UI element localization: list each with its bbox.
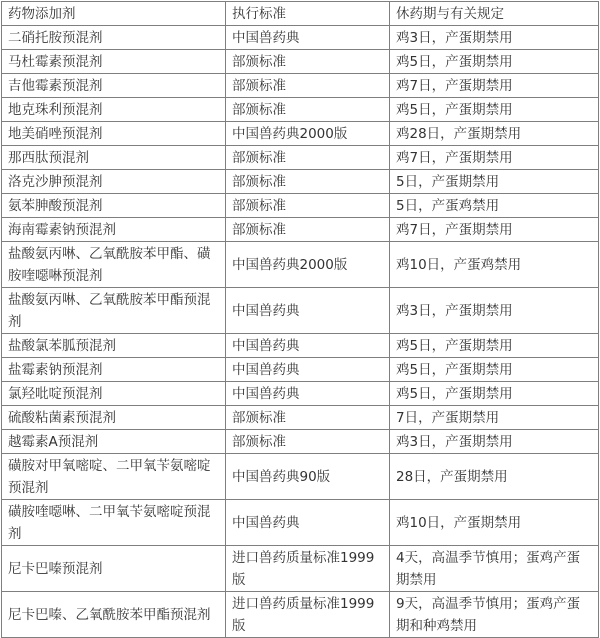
table-row: [2, 382, 599, 406]
withdrawal-cell: 5日，产蛋期禁用: [390, 170, 599, 194]
standard-cell: 部颁标准: [226, 194, 390, 218]
table-row: [2, 146, 599, 170]
table-row: [2, 358, 599, 382]
drug-cell: 盐酸氨丙啉、乙氧酰胺苯甲酯预混剂: [2, 288, 226, 334]
standard-cell: 中国兽药典: [226, 334, 390, 358]
withdrawal-cell: 鸡10日，产蛋期禁用: [390, 500, 599, 546]
withdrawal-cell: 鸡7日，产蛋期禁用: [390, 146, 599, 170]
drug-cell: 盐霉素钠预混剂: [2, 358, 226, 382]
drug-cell: 磺胺喹噁啉、二甲氧苄氨嘧啶预混剂: [2, 500, 226, 546]
standard-cell: 中国兽药典: [226, 26, 390, 50]
drug-cell: 海南霉素钠预混剂: [2, 218, 226, 242]
header-row: [2, 2, 599, 26]
withdrawal-cell: 鸡10日，产蛋鸡禁用: [390, 242, 599, 288]
withdrawal-cell: 鸡5日，产蛋期禁用: [390, 358, 599, 382]
withdrawal-cell: 鸡3日，产蛋期禁用: [390, 430, 599, 454]
drug-cell: 盐酸氨丙啉、乙氧酰胺苯甲酯、磺胺喹噁啉预混剂: [2, 242, 226, 288]
withdrawal-cell: 鸡5日，产蛋期禁用: [390, 334, 599, 358]
drug-cell: 氨苯胂酸预混剂: [2, 194, 226, 218]
table-row: [2, 26, 599, 50]
table-row: [2, 122, 599, 146]
standard-cell: 部颁标准: [226, 170, 390, 194]
standard-cell: 中国兽药典2000版: [226, 122, 390, 146]
drug-cell: 那西肽预混剂: [2, 146, 226, 170]
withdrawal-cell: 鸡28日，产蛋期禁用: [390, 122, 599, 146]
standard-cell: 中国兽药典2000版: [226, 242, 390, 288]
drug-cell: 硫酸粘菌素预混剂: [2, 406, 226, 430]
withdrawal-cell: 9天，高温季节慎用；蛋鸡产蛋期和种鸡禁用: [390, 592, 599, 638]
drug-cell: 马杜霉素预混剂: [2, 50, 226, 74]
table-row: [2, 288, 599, 334]
standard-cell: 中国兽药典: [226, 500, 390, 546]
drug-cell: 盐酸氯苯胍预混剂: [2, 334, 226, 358]
withdrawal-cell: 7日，产蛋期禁用: [390, 406, 599, 430]
standard-cell: 部颁标准: [226, 406, 390, 430]
drug-cell: 洛克沙胂预混剂: [2, 170, 226, 194]
table-row: [2, 500, 599, 546]
standard-cell: 进口兽药质量标准1999版: [226, 592, 390, 638]
standard-cell: 部颁标准: [226, 218, 390, 242]
table-body: [2, 26, 599, 638]
table-row: [2, 74, 599, 98]
withdrawal-cell: 鸡7日，产蛋期禁用: [390, 74, 599, 98]
standard-cell: 部颁标准: [226, 74, 390, 98]
table-row: [2, 430, 599, 454]
header-drug: 药物添加剂: [2, 2, 226, 26]
drug-cell: 二硝托胺预混剂: [2, 26, 226, 50]
table-row: [2, 194, 599, 218]
drug-cell: 越霉素A预混剂: [2, 430, 226, 454]
header-standard: 执行标准: [226, 2, 390, 26]
table-row: [2, 98, 599, 122]
table-row: [2, 242, 599, 288]
drug-cell: 磺胺对甲氧嘧啶、二甲氧苄氨嘧啶预混剂: [2, 454, 226, 500]
table-row: [2, 454, 599, 500]
standard-cell: 中国兽药典: [226, 358, 390, 382]
standard-cell: 部颁标准: [226, 430, 390, 454]
withdrawal-cell: 鸡3日，产蛋期禁用: [390, 288, 599, 334]
standard-cell: 部颁标准: [226, 98, 390, 122]
withdrawal-cell: 鸡5日，产蛋期禁用: [390, 98, 599, 122]
table-row: [2, 170, 599, 194]
drug-cell: 地克珠利预混剂: [2, 98, 226, 122]
standard-cell: 中国兽药典: [226, 288, 390, 334]
withdrawal-cell: 鸡5日，产蛋期禁用: [390, 50, 599, 74]
withdrawal-cell: 鸡7日，产蛋期禁用: [390, 218, 599, 242]
drug-cell: 地美硝唑预混剂: [2, 122, 226, 146]
standard-cell: 部颁标准: [226, 50, 390, 74]
withdrawal-cell: 28日，产蛋期禁用: [390, 454, 599, 500]
withdrawal-cell: 5日，产蛋鸡禁用: [390, 194, 599, 218]
drug-cell: 氯羟吡啶预混剂: [2, 382, 226, 406]
drug-withdrawal-table: [1, 1, 599, 638]
header-withdrawal: 休药期与有关规定: [390, 2, 599, 26]
table-row: [2, 406, 599, 430]
standard-cell: 中国兽药典: [226, 382, 390, 406]
drug-cell: 吉他霉素预混剂: [2, 74, 226, 98]
table-row: [2, 218, 599, 242]
drug-cell: 尼卡巴嗪预混剂: [2, 546, 226, 592]
table-row: [2, 50, 599, 74]
table-row: [2, 334, 599, 358]
withdrawal-cell: 4天，高温季节慎用；蛋鸡产蛋期禁用: [390, 546, 599, 592]
standard-cell: 中国兽药典90版: [226, 454, 390, 500]
table-row: [2, 546, 599, 592]
withdrawal-cell: 鸡3日，产蛋期禁用: [390, 26, 599, 50]
standard-cell: 部颁标准: [226, 146, 390, 170]
drug-cell: 尼卡巴嗪、乙氧酰胺苯甲酯预混剂: [2, 592, 226, 638]
standard-cell: 进口兽药质量标准1999版: [226, 546, 390, 592]
withdrawal-cell: 鸡5日，产蛋期禁用: [390, 382, 599, 406]
